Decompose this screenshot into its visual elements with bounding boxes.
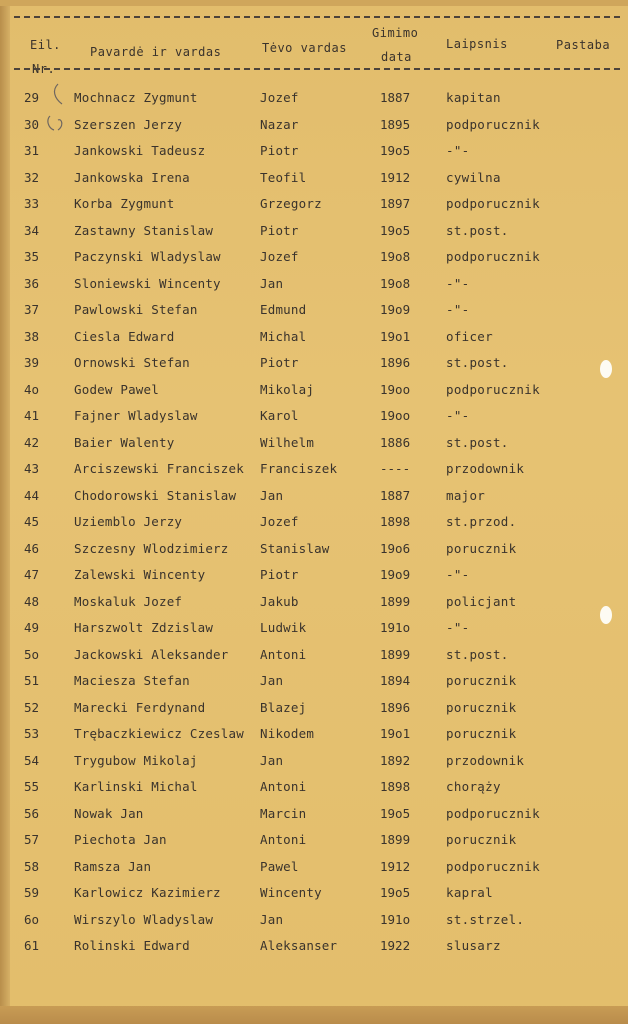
row-rank: st.post. <box>446 647 509 662</box>
row-birth-year: 191o <box>380 912 411 927</box>
row-father-name: Nazar <box>260 117 299 132</box>
row-rank: podporucznik <box>446 806 540 821</box>
row-nr: 54 <box>24 753 40 768</box>
row-father-name: Piotr <box>260 567 299 582</box>
row-name: Mochnacz Zygmunt <box>74 90 198 105</box>
row-birth-year: 19o9 <box>380 567 411 582</box>
row-father-name: Grzegorz <box>260 196 322 211</box>
header-note: Pastaba <box>556 38 611 52</box>
row-rank: policjant <box>446 594 517 609</box>
row-nr: 6o <box>24 912 40 927</box>
row-name: Jankowski Tadeusz <box>74 143 206 158</box>
row-rank: przodownik <box>446 753 525 768</box>
row-nr: 52 <box>24 700 40 715</box>
row-rank: chorąży <box>446 779 501 794</box>
row-rank: st.post. <box>446 435 509 450</box>
table-row <box>0 114 628 136</box>
row-rank: -"- <box>446 143 470 158</box>
row-father-name: Edmund <box>260 302 307 317</box>
row-name: Jankowska Irena <box>74 170 190 185</box>
row-birth-year: 19o8 <box>380 276 411 291</box>
row-rank: podporucznik <box>446 196 540 211</box>
row-birth-year: 19o8 <box>380 249 411 264</box>
row-birth-year: 19o5 <box>380 223 411 238</box>
row-name: Uziemblo Jerzy <box>74 514 183 529</box>
row-nr: 51 <box>24 673 40 688</box>
row-name: Piechota Jan <box>74 832 167 847</box>
row-birth-year: 1899 <box>380 832 411 847</box>
row-father-name: Franciszek <box>260 461 338 476</box>
row-rank: porucznik <box>446 726 517 741</box>
header-nr-line1: Eil. <box>30 38 61 52</box>
row-nr: 61 <box>24 938 40 953</box>
row-father-name: Jan <box>260 912 284 927</box>
row-nr: 37 <box>24 302 40 317</box>
paper-bottom-fold <box>0 1006 628 1024</box>
row-father-name: Wilhelm <box>260 435 315 450</box>
row-rank: st.strzel. <box>446 912 525 927</box>
table-row <box>0 723 628 745</box>
row-birth-year: ---- <box>380 461 411 476</box>
table-row <box>0 644 628 666</box>
table-row <box>0 458 628 480</box>
row-rank: st.post. <box>446 355 509 370</box>
table-row <box>0 617 628 639</box>
row-birth-year: 19oo <box>380 382 411 397</box>
row-name: Zastawny Stanislaw <box>74 223 214 238</box>
row-father-name: Antoni <box>260 779 307 794</box>
row-birth-year: 1887 <box>380 90 411 105</box>
row-birth-year: 1899 <box>380 647 411 662</box>
row-rank: oficer <box>446 329 493 344</box>
row-nr: 30 <box>24 117 40 132</box>
row-father-name: Jozef <box>260 514 299 529</box>
row-name: Szczesny Wlodzimierz <box>74 541 229 556</box>
row-nr: 35 <box>24 249 40 264</box>
row-name: Chodorowski Stanislaw <box>74 488 237 503</box>
row-nr: 31 <box>24 143 40 158</box>
table-row <box>0 167 628 189</box>
row-nr: 57 <box>24 832 40 847</box>
row-rank: major <box>446 488 486 503</box>
row-nr: 49 <box>24 620 40 635</box>
table-row <box>0 670 628 692</box>
row-name: Zalewski Wincenty <box>74 567 206 582</box>
row-father-name: Piotr <box>260 223 299 238</box>
row-father-name: Jozef <box>260 90 299 105</box>
table-row <box>0 405 628 427</box>
row-nr: 59 <box>24 885 40 900</box>
row-father-name: Jozef <box>260 249 299 264</box>
row-rank: -"- <box>446 567 470 582</box>
row-rank: st.przod. <box>446 514 517 529</box>
row-name: Ornowski Stefan <box>74 355 190 370</box>
table-row <box>0 803 628 825</box>
row-rank: -"- <box>446 408 470 423</box>
row-nr: 36 <box>24 276 40 291</box>
row-name: Baier Walenty <box>74 435 175 450</box>
row-name: Moskaluk Jozef <box>74 594 183 609</box>
row-father-name: Teofil <box>260 170 307 185</box>
row-nr: 44 <box>24 488 40 503</box>
punch-hole-upper <box>600 360 612 378</box>
row-nr: 32 <box>24 170 40 185</box>
row-father-name: Jan <box>260 276 284 291</box>
table-row <box>0 538 628 560</box>
header-rank: Laipsnis <box>446 37 508 51</box>
table-row <box>0 432 628 454</box>
row-nr: 43 <box>24 461 40 476</box>
header-date-line2: data <box>381 50 412 64</box>
row-rank: porucznik <box>446 832 517 847</box>
row-rank: st.post. <box>446 223 509 238</box>
row-nr: 46 <box>24 541 40 556</box>
row-birth-year: 1886 <box>380 435 411 450</box>
row-birth-year: 1895 <box>380 117 411 132</box>
table-row <box>0 273 628 295</box>
row-father-name: Marcin <box>260 806 307 821</box>
row-father-name: Jan <box>260 673 284 688</box>
row-name: Ciesla Edward <box>74 329 175 344</box>
row-birth-year: 1898 <box>380 779 411 794</box>
row-nr: 38 <box>24 329 40 344</box>
row-father-name: Ludwik <box>260 620 307 635</box>
table-row <box>0 193 628 215</box>
row-father-name: Mikolaj <box>260 382 315 397</box>
row-father-name: Jakub <box>260 594 299 609</box>
row-birth-year: 19o5 <box>380 806 411 821</box>
row-birth-year: 1894 <box>380 673 411 688</box>
row-name: Szerszen Jerzy <box>74 117 183 132</box>
row-birth-year: 1887 <box>380 488 411 503</box>
row-birth-year: 1922 <box>380 938 411 953</box>
table-row <box>0 485 628 507</box>
table-row <box>0 326 628 348</box>
row-name: Jackowski Aleksander <box>74 647 229 662</box>
row-birth-year: 191o <box>380 620 411 635</box>
row-father-name: Piotr <box>260 143 299 158</box>
row-name: Arciszewski Franciszek <box>74 461 244 476</box>
row-name: Karlowicz Kazimierz <box>74 885 221 900</box>
table-row <box>0 564 628 586</box>
row-name: Trębaczkiewicz Czeslaw <box>74 726 244 741</box>
table-row <box>0 856 628 878</box>
row-name: Maciesza Stefan <box>74 673 190 688</box>
row-father-name: Blazej <box>260 700 307 715</box>
row-name: Pawlowski Stefan <box>74 302 198 317</box>
row-birth-year: 1896 <box>380 355 411 370</box>
row-birth-year: 19o5 <box>380 885 411 900</box>
row-name: Nowak Jan <box>74 806 144 821</box>
row-birth-year: 1897 <box>380 196 411 211</box>
row-birth-year: 1898 <box>380 514 411 529</box>
table-row <box>0 220 628 242</box>
row-nr: 48 <box>24 594 40 609</box>
row-name: Marecki Ferdynand <box>74 700 206 715</box>
row-name: Godew Pawel <box>74 382 159 397</box>
row-name: Rolinski Edward <box>74 938 190 953</box>
table-row <box>0 87 628 109</box>
row-nr: 39 <box>24 355 40 370</box>
row-name: Wirszylo Wladyslaw <box>74 912 214 927</box>
row-nr: 45 <box>24 514 40 529</box>
punch-hole-lower <box>600 606 612 624</box>
row-nr: 47 <box>24 567 40 582</box>
row-birth-year: 1899 <box>380 594 411 609</box>
row-nr: 42 <box>24 435 40 450</box>
table-row <box>0 697 628 719</box>
row-nr: 55 <box>24 779 40 794</box>
row-father-name: Jan <box>260 488 284 503</box>
row-father-name: Wincenty <box>260 885 322 900</box>
row-nr: 58 <box>24 859 40 874</box>
row-father-name: Piotr <box>260 355 299 370</box>
row-birth-year: 19oo <box>380 408 411 423</box>
row-rank: porucznik <box>446 700 517 715</box>
header-bottom-rule <box>14 68 620 70</box>
header-name: Pavardė ir vardas <box>90 45 222 59</box>
table-row <box>0 882 628 904</box>
row-father-name: Antoni <box>260 832 307 847</box>
row-father-name: Aleksanser <box>260 938 338 953</box>
row-name: Harszwolt Zdzislaw <box>74 620 214 635</box>
table-row <box>0 591 628 613</box>
row-birth-year: 1912 <box>380 170 411 185</box>
table-row <box>0 379 628 401</box>
header-nr-line2: Nr. <box>32 62 56 76</box>
row-birth-year: 1912 <box>380 859 411 874</box>
row-father-name: Pawel <box>260 859 299 874</box>
row-rank: podporucznik <box>446 249 540 264</box>
row-rank: porucznik <box>446 673 517 688</box>
row-name: Korba Zygmunt <box>74 196 175 211</box>
row-birth-year: 19o6 <box>380 541 411 556</box>
row-nr: 53 <box>24 726 40 741</box>
row-rank: -"- <box>446 276 470 291</box>
row-nr: 56 <box>24 806 40 821</box>
table-row <box>0 299 628 321</box>
row-birth-year: 19o9 <box>380 302 411 317</box>
table-row <box>0 140 628 162</box>
row-nr: 33 <box>24 196 40 211</box>
row-birth-year: 1896 <box>380 700 411 715</box>
row-rank: przodownik <box>446 461 525 476</box>
row-rank: slusarz <box>446 938 501 953</box>
row-father-name: Jan <box>260 753 284 768</box>
paper-top-edge <box>0 0 628 6</box>
row-rank: -"- <box>446 302 470 317</box>
row-name: Ramsza Jan <box>74 859 152 874</box>
row-rank: podporucznik <box>446 859 540 874</box>
row-birth-year: 19o1 <box>380 329 411 344</box>
row-rank: kapitan <box>446 90 501 105</box>
row-rank: kapral <box>446 885 493 900</box>
table-row <box>0 909 628 931</box>
row-name: Paczynski Wladyslaw <box>74 249 221 264</box>
table-row <box>0 776 628 798</box>
row-nr: 29 <box>24 90 40 105</box>
row-birth-year: 19o1 <box>380 726 411 741</box>
row-rank: podporucznik <box>446 117 540 132</box>
row-rank: podporucznik <box>446 382 540 397</box>
row-father-name: Karol <box>260 408 299 423</box>
row-name: Karlinski Michal <box>74 779 198 794</box>
header-top-rule <box>14 16 620 18</box>
row-nr: 41 <box>24 408 40 423</box>
header-father: Tėvo vardas <box>262 41 347 55</box>
table-row <box>0 511 628 533</box>
row-rank: -"- <box>446 620 470 635</box>
row-father-name: Michal <box>260 329 307 344</box>
row-birth-year: 1892 <box>380 753 411 768</box>
row-birth-year: 19o5 <box>380 143 411 158</box>
row-name: Trygubow Mikolaj <box>74 753 198 768</box>
row-nr: 4o <box>24 382 40 397</box>
table-row <box>0 750 628 772</box>
row-nr: 34 <box>24 223 40 238</box>
row-rank: cywilna <box>446 170 501 185</box>
row-father-name: Stanislaw <box>260 541 330 556</box>
row-name: Fajner Wladyslaw <box>74 408 198 423</box>
row-father-name: Nikodem <box>260 726 315 741</box>
table-row <box>0 246 628 268</box>
row-father-name: Antoni <box>260 647 307 662</box>
table-row <box>0 352 628 374</box>
table-row <box>0 829 628 851</box>
row-nr: 5o <box>24 647 40 662</box>
row-rank: porucznik <box>446 541 517 556</box>
row-name: Sloniewski Wincenty <box>74 276 221 291</box>
pencil-annotation <box>44 80 74 140</box>
table-row <box>0 935 628 957</box>
header-date-line1: Gimimo <box>372 26 419 40</box>
